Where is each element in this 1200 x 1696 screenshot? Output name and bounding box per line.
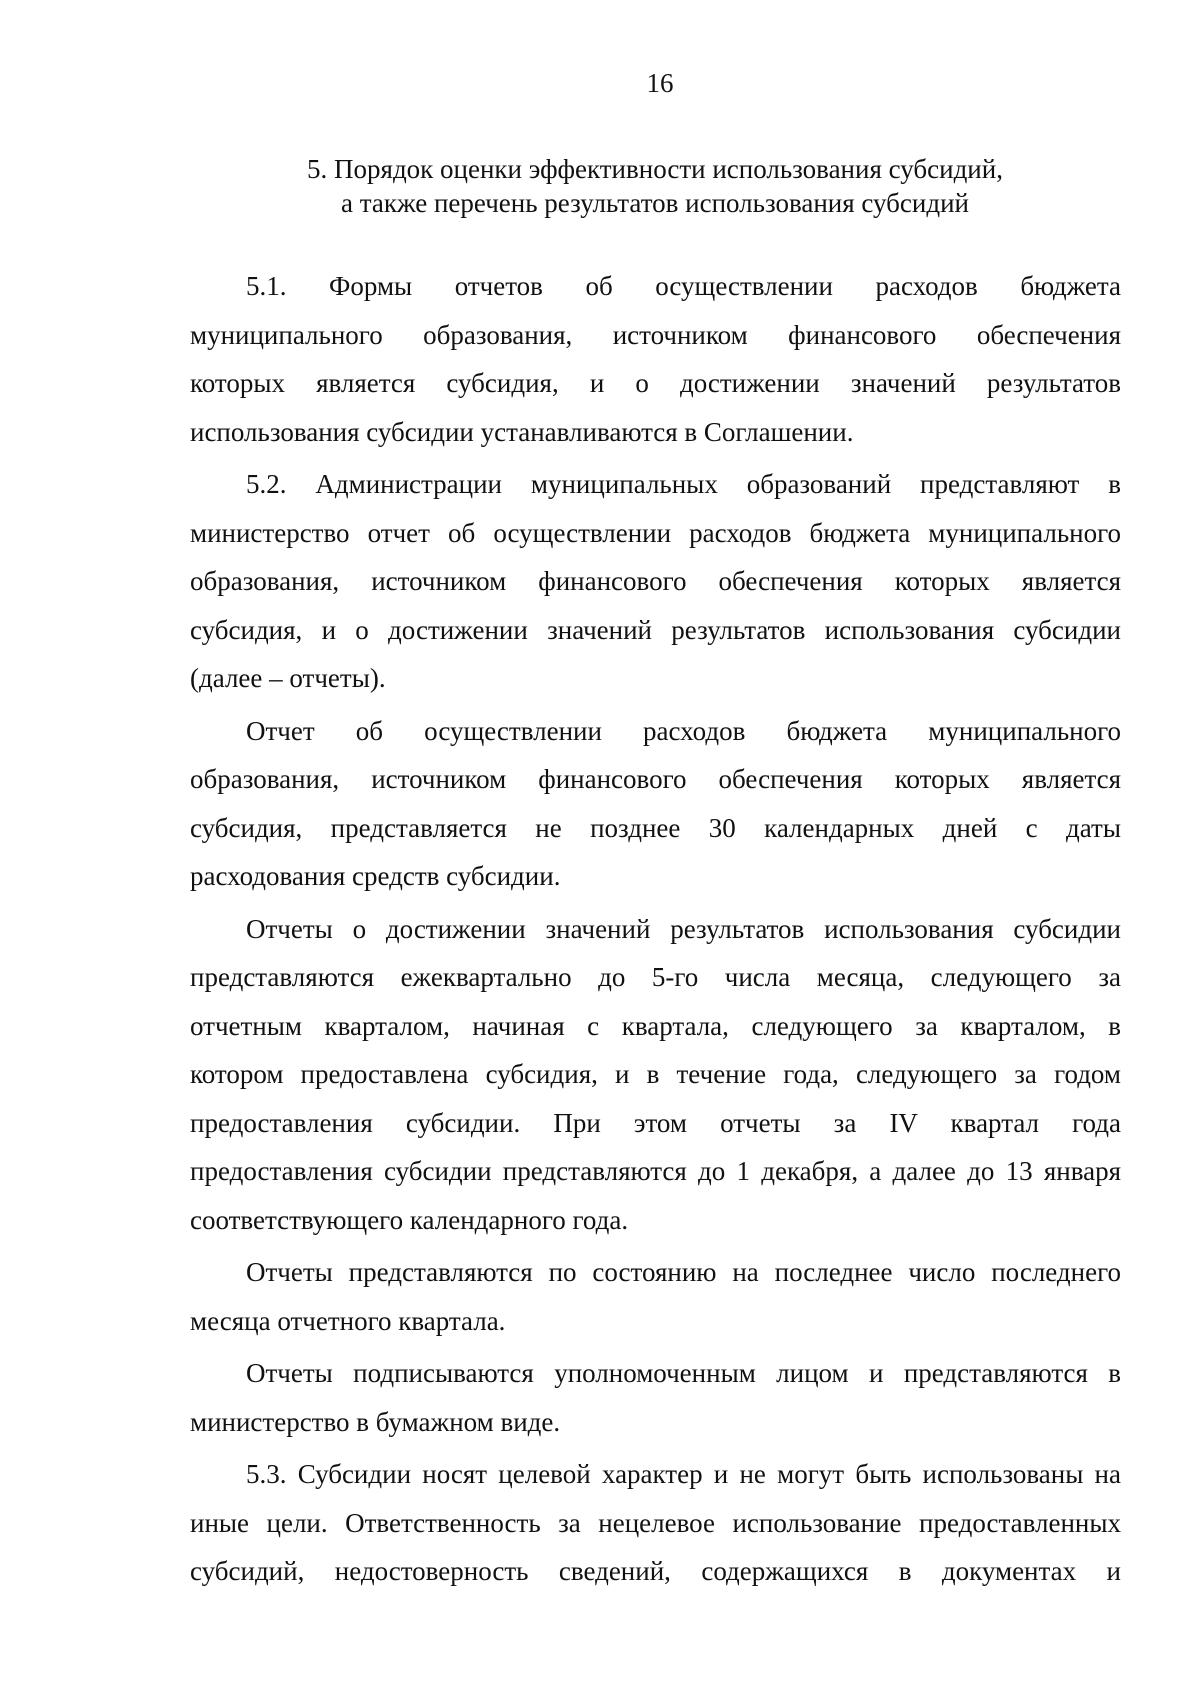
paragraph-report-signing — [190, 1349, 1121, 1446]
text-line: 5.3. Субсидии носят целевой характер и не могут быть использованы на — [246, 1459, 1121, 1489]
paragraph-5-2 — [190, 460, 1121, 703]
paragraph-report-results — [190, 905, 1121, 1245]
text-line: предоставления субсидии представляются до 1 декабря, а далее до 13 января — [190, 1156, 1121, 1186]
paragraph-report-expenses — [190, 707, 1121, 901]
paragraph-5-3 — [190, 1450, 1121, 1596]
section-title-line: 5. Порядок оценки эффективности использования субсидий, — [307, 154, 1003, 184]
text-line: Отчеты представляются по состоянию на последнее число последнего — [246, 1257, 1121, 1287]
page-number: 16 — [646, 68, 674, 98]
section-title-line: а также перечень результатов использования субсидий — [340, 188, 969, 218]
text-line: Отчеты о достижении значений результатов использования субсидии — [246, 913, 1121, 944]
text-line: 5.1. Формы отчетов об осуществлении расходов бюджета — [246, 271, 1121, 301]
section-title — [190, 152, 1120, 220]
paragraph-report-state — [190, 1248, 1121, 1345]
text-line: (далее – отчеты). — [190, 663, 386, 693]
text-line: муниципального образования, источником финансового обеспечения — [190, 319, 1121, 350]
text-line: соответствующего календарного года. — [190, 1204, 629, 1235]
text-line: представляются ежеквартально до 5-го числа месяца, следующего за — [190, 962, 1121, 992]
text-line: Отчет об осуществлении расходов бюджета муниципального — [246, 715, 1121, 746]
document-body — [190, 262, 1121, 1596]
text-line: использования субсидии устанавливаются в Соглашении. — [190, 416, 854, 447]
text-line: 5.2. Администрации муниципальных образований представляют в — [246, 469, 1121, 499]
text-line: министерство отчет об осуществлении расходов бюджета муниципального — [190, 517, 1121, 548]
paragraph-5-1 — [190, 262, 1121, 456]
text-line: отчетным кварталом, начиная с квартала, следующего за кварталом, в — [190, 1010, 1121, 1041]
text-line: которых является субсидия, и о достижении значений результатов — [190, 368, 1121, 398]
text-line: месяца отчетного квартала. — [190, 1305, 506, 1336]
text-line: котором предоставлена субсидия, и в течение года, следующего за годом — [190, 1059, 1121, 1089]
text-line: субсидий, недостоверность сведений, содержащихся в документах и — [190, 1556, 1121, 1586]
text-line: иные цели. Ответственность за нецелевое использование предоставленных — [190, 1507, 1121, 1538]
text-line: образования, источником финансового обеспечения которых является — [190, 764, 1121, 794]
text-line: министерство в бумажном виде. — [190, 1406, 561, 1437]
text-line: расходования средств субсидии. — [190, 861, 561, 891]
text-line: субсидия, представляется не позднее 30 календарных дней с даты — [190, 812, 1121, 843]
text-line: предоставления субсидии. При этом отчеты за IV квартал года — [190, 1107, 1121, 1138]
text-line: субсидия, и о достижении значений результатов использования субсидии — [190, 614, 1121, 645]
text-line: Отчеты подписываются уполномоченным лицом и представляются в — [246, 1358, 1121, 1388]
text-line: образования, источником финансового обеспечения которых является — [190, 566, 1121, 596]
